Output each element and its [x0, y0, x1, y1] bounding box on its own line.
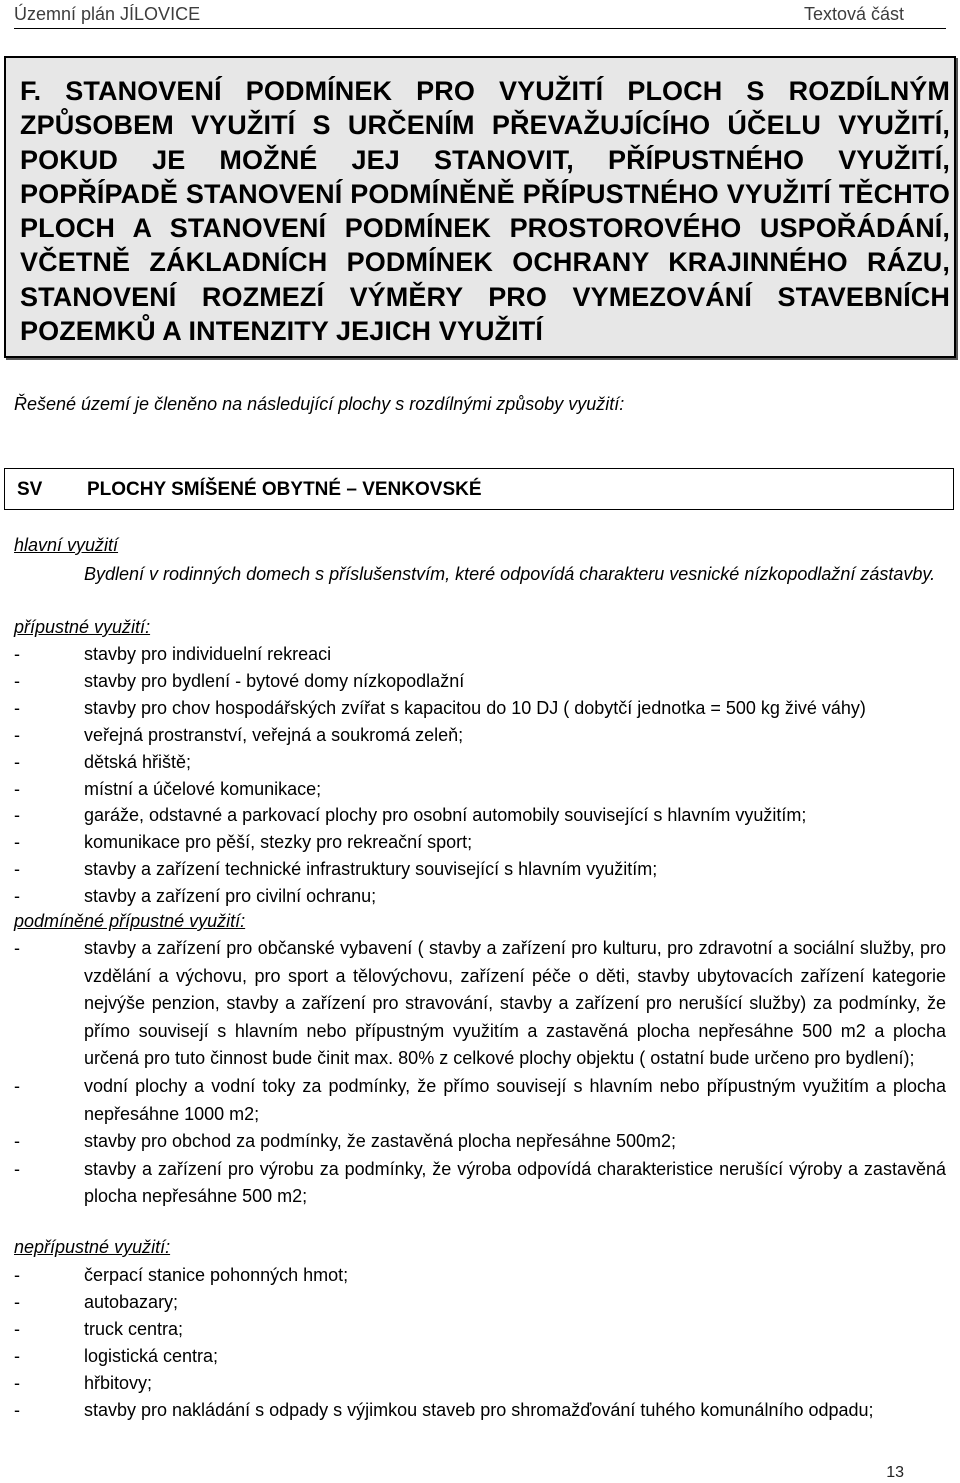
list-item — [14, 749, 946, 776]
list-item — [14, 1128, 946, 1156]
prohibited-use-list — [14, 1262, 946, 1423]
list-item-text: stavby pro obchod za podmínky, že zastavěná plocha nepřesáhne 500m2; — [84, 1131, 677, 1152]
list-item-text: čerpací stanice pohonných hmot; — [84, 1265, 349, 1285]
list-item — [14, 1156, 946, 1211]
list-bullet-dash: - — [14, 859, 20, 880]
list-bullet-dash: - — [14, 938, 20, 958]
main-use-label: hlavní využití — [14, 535, 119, 555]
list-item-text: dětská hřiště; — [84, 751, 192, 772]
list-item-text: garáže, odstavné a parkovací plochy pro osobní automobily související s hlavním využitím; — [84, 805, 807, 826]
list-bullet-dash: - — [14, 1399, 20, 1420]
list-bullet-dash: - — [14, 751, 20, 772]
intro-paragraph: Řešené území je členěno na následující plochy s rozdílnými způsoby využití: — [14, 394, 625, 414]
list-bullet-dash: - — [14, 1372, 20, 1393]
list-bullet-dash: - — [14, 724, 20, 745]
list-item — [14, 1370, 946, 1397]
list-item — [14, 722, 946, 749]
list-bullet-dash: - — [14, 1318, 20, 1339]
list-bullet-dash: - — [14, 644, 20, 664]
list-item — [14, 883, 946, 910]
page-number: 13 — [886, 1464, 904, 1481]
list-bullet-dash: - — [14, 1265, 20, 1285]
list-item-text: truck centra; — [84, 1318, 184, 1339]
list-item — [14, 1262, 946, 1289]
list-bullet-dash: - — [14, 1158, 20, 1179]
list-item-text: stavby pro chov hospodářských zvířat s kapacitou do 10 DJ ( dobytčí jednotka = 500 kg živé váhy) — [84, 697, 866, 718]
list-item — [14, 641, 946, 668]
list-bullet-dash: - — [14, 805, 20, 826]
main-use-text: Bydlení v rodinných domech s příslušenstvím, které odpovídá charakteru vesnické nízkopodlažní zástavby. — [84, 564, 936, 584]
list-item-text: stavby a zařízení pro civilní ochranu; — [84, 886, 377, 907]
list-bullet-dash: - — [14, 1075, 20, 1096]
list-item — [14, 802, 946, 829]
conditional-use-list — [14, 935, 946, 1211]
list-bullet-dash: - — [14, 886, 20, 907]
zone-heading-box — [4, 468, 954, 510]
prohibited-use-label: nepřípustné využití: — [14, 1237, 171, 1257]
list-item-text: hřbitovy; — [84, 1372, 153, 1393]
list-item-text: veřejná prostranství, veřejná a soukromá zeleň; — [84, 724, 464, 745]
list-bullet-dash: - — [14, 697, 20, 718]
list-item-text: stavby pro individuelní rekreaci — [84, 644, 332, 664]
chapter-title-box — [4, 56, 956, 358]
list-item — [14, 935, 946, 1073]
list-item — [14, 1289, 946, 1316]
list-item-text: vodní plochy a vodní toky za podmínky, že přímo souvisejí s hlavním nebo přípustným využitím a plocha nepřesáhne 1000 m2; — [84, 1075, 946, 1124]
list-bullet-dash: - — [14, 832, 20, 853]
list-item-text: autobazary; — [84, 1291, 179, 1312]
running-header — [14, 2, 946, 29]
list-bullet-dash: - — [14, 778, 20, 799]
permitted-use-label: přípustné využití: — [14, 617, 151, 637]
list-item — [14, 695, 946, 722]
list-item — [14, 829, 946, 856]
zone-code: SV — [17, 479, 43, 500]
list-item — [14, 856, 946, 883]
header-section-name: Textová část — [803, 4, 904, 24]
list-item-text: stavby a zařízení technické infrastruktury související s hlavním využitím; — [84, 859, 658, 880]
list-bullet-dash: - — [14, 1291, 20, 1312]
list-item — [14, 1316, 946, 1343]
permitted-use-list — [14, 641, 946, 910]
zone-name: PLOCHY SMÍŠENÉ OBYTNÉ – VENKOVSKÉ — [87, 479, 482, 500]
list-item-text: komunikace pro pěší, stezky pro rekreační sport; — [84, 832, 473, 853]
list-bullet-dash: - — [14, 670, 20, 691]
conditional-use-label: podmíněné přípustné využití: — [14, 911, 246, 931]
list-bullet-dash: - — [14, 1131, 20, 1152]
list-item — [14, 1397, 946, 1424]
list-item-text: stavby a zařízení pro výrobu za podmínky, že výroba odpovídá charakteristice nerušící výroby a zastavěná plocha nepřesáhne 500 m2; — [84, 1158, 946, 1207]
chapter-title: F. STANOVENÍ PODMÍNEK PRO VYUŽITÍ PLOCH S ROZDÍLNÝM ZPŮSOBEM VYUŽITÍ S URČENÍM PŘEVAŽUJÍCÍHO ÚČELU VYUŽITÍ, POKUD JE MOŽNÉ JEJ STANOVIT, PŘÍPUSTNÉHO VYUŽITÍ, POPŘÍPADĚ STANOVENÍ PODMÍNĚNĚ PŘÍPUSTNÉHO VYUŽITÍ TĚCHTO PLOCH A STANOVENÍ PODMÍNEK PROSTOROVÉHO USPOŘÁDÁNÍ, VČETNĚ ZÁKLADNÍCH PODMÍNEK OCHRANY KRAJINNÉHO RÁZU, STANOVENÍ ROZMEZÍ VÝMĚRY PRO VYMEZOVÁNÍ STAVEBNÍCH POZEMKŮ A INTENZITY JEJICH VYUŽITÍ — [20, 76, 950, 347]
list-item — [14, 776, 946, 803]
list-bullet-dash: - — [14, 1345, 20, 1366]
list-item — [14, 668, 946, 695]
list-item-text: místní a účelové komunikace; — [84, 778, 322, 799]
list-item-text: logistická centra; — [84, 1345, 219, 1366]
list-item — [14, 1073, 946, 1128]
list-item — [14, 1343, 946, 1370]
list-item-text: stavby pro bydlení - bytové domy nízkopodlažní — [84, 670, 465, 691]
list-item-text: stavby a zařízení pro občanské vybavení ( stavby a zařízení pro kulturu, pro zdravotní a sociální služby, pro vzdělání a výchovu, pro sport a tělovýchovu, zařízení péče o děti, stavby ubytovacích zařízení kategorie nejvýše penzion, stavby a zařízení pro stravování, stavby a zařízení pro nerušící služby) za podmínky, že přímo souvisejí s hlavním nebo přípustným využitím a zastavěná plocha nepřesáhne 500 m2 a plocha určená pro tuto činnost bude činit max. 80% z celkové plochy objektu ( ostatní bude určeno pro bydlení); — [84, 938, 946, 1069]
header-document-title: Územní plán JÍLOVICE — [14, 4, 201, 24]
list-item-text: stavby pro nakládání s odpady s výjimkou staveb pro shromažďování tuhého komunálního odpadu; — [84, 1399, 874, 1420]
